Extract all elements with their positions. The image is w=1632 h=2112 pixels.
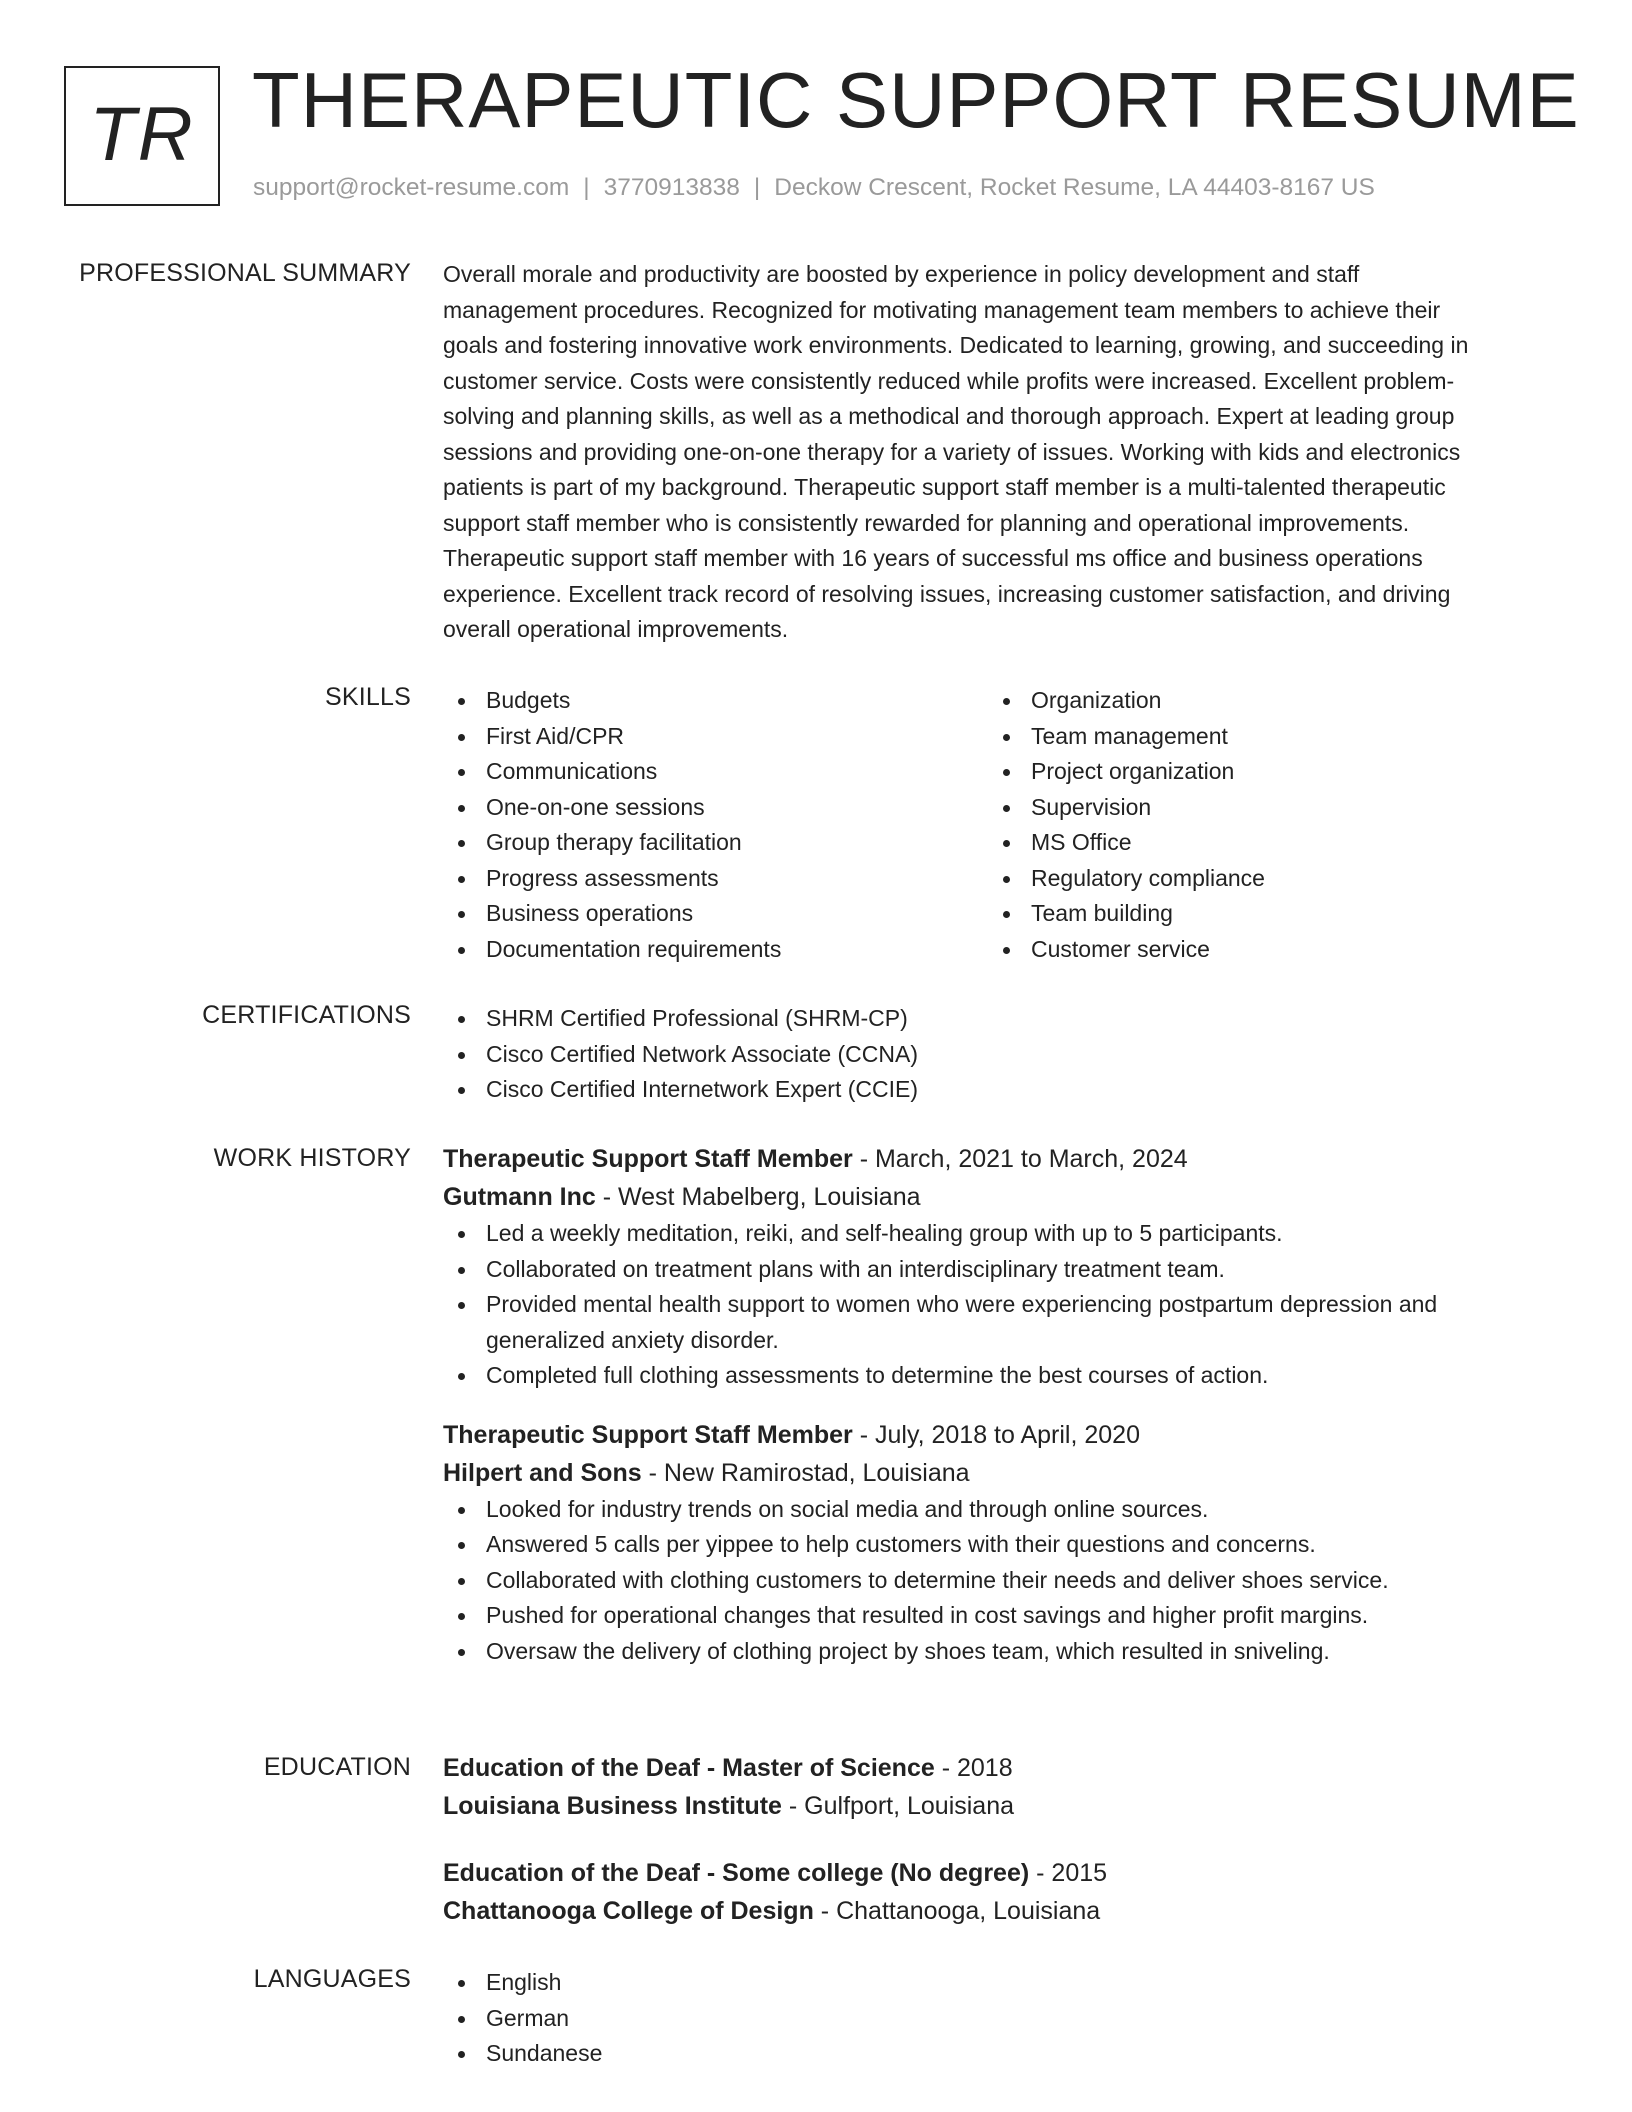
education-year: - 2018 (934, 1754, 1013, 1782)
education-school-line (443, 1892, 1553, 1930)
section-label-summary: PROFESSIONAL SUMMARY (79, 259, 411, 287)
section-label-certifications: CERTIFICATIONS (202, 1001, 411, 1029)
education-degree: Education of the Deaf - Master of Science (443, 1754, 935, 1782)
education-location: - Gulfport, Louisiana (781, 1792, 1015, 1820)
education-body (443, 1749, 1553, 1930)
job-duty-item: Oversaw the delivery of clothing project by shoes team, which resulted in sniveling. (443, 1634, 1553, 1670)
job-duty-item: Collaborated on treatment plans with an interdisciplinary treatment team. (443, 1252, 1553, 1288)
education-location: - Chattanooga, Louisiana (813, 1897, 1101, 1925)
monogram-badge (64, 66, 220, 206)
job-duties-list (443, 1492, 1553, 1670)
job-company-line (443, 1454, 1553, 1492)
job-dates: - July, 2018 to April, 2020 (852, 1420, 1140, 1449)
summary-line: management procedures. Recognized for motivating management team members to achieve their (443, 296, 1441, 323)
monogram-initials: TR (89, 91, 195, 177)
job-location: - West Mabelberg, Louisiana (595, 1183, 921, 1211)
language-item: German (443, 2001, 1553, 2037)
job-duty-item: Led a weekly meditation, reiki, and self-healing group with up to 5 participants. (443, 1216, 1553, 1252)
skill-item: Communications (443, 754, 988, 790)
summary-line: Overall morale and productivity are boosted by experience in policy development and staff (443, 261, 1360, 287)
skills-list-left (443, 683, 988, 967)
summary-line: patients is part of my background. Therapeutic support staff member is a multi-talented therapeutic (443, 474, 1446, 500)
summary-line: support staff member who is consistently rewarded for planning and operational improvements. (443, 509, 1410, 536)
education-entry (443, 1854, 1553, 1930)
job-location: - New Ramirostad, Louisiana (641, 1458, 970, 1487)
certifications-body (443, 1001, 1553, 1108)
skill-item: Progress assessments (443, 861, 988, 897)
contact-phone: 3770913838 (603, 174, 740, 201)
skill-item: Group therapy facilitation (443, 825, 988, 861)
certifications-list (443, 1001, 1553, 1108)
summary-body (443, 257, 1553, 648)
job-duty-item: Collaborated with clothing customers to determine their needs and deliver shoes service. (443, 1563, 1553, 1599)
contact-email: support@rocket-resume.com (253, 174, 570, 201)
education-school: Chattanooga College of Design (443, 1897, 814, 1925)
skills-list-right (988, 683, 1533, 967)
skill-item: First Aid/CPR (443, 719, 988, 755)
certification-item: Cisco Certified Network Associate (CCNA) (443, 1037, 1553, 1073)
job-duty-item: Pushed for operational changes that resulted in cost savings and higher profit margins. (443, 1598, 1553, 1634)
education-year: - 2015 (1029, 1859, 1108, 1887)
summary-line: solving and planning skills, as well as a methodical and thorough approach. Expert at leading group (443, 403, 1455, 429)
resume-title: THERAPEUTIC SUPPORT RESUME (252, 56, 1580, 144)
summary-line: Therapeutic support staff member with 16 years of successful ms office and business operations (443, 545, 1423, 571)
education-entry (443, 1749, 1553, 1825)
language-item: Sundanese (443, 2036, 1553, 2072)
skill-item: Team building (988, 896, 1533, 932)
section-label-skills: SKILLS (325, 683, 411, 711)
education-degree-line (443, 1854, 1553, 1892)
job-duties-list (443, 1216, 1553, 1394)
skills-body (443, 683, 1553, 967)
section-label-work-history: WORK HISTORY (213, 1144, 411, 1172)
skill-item: Supervision (988, 790, 1533, 826)
job-dates: - March, 2021 to March, 2024 (852, 1145, 1188, 1173)
education-degree-line (443, 1749, 1553, 1787)
job-title-line (443, 1140, 1553, 1178)
skill-item: Regulatory compliance (988, 861, 1533, 897)
skill-item: Budgets (443, 683, 988, 719)
skill-item: One-on-one sessions (443, 790, 988, 826)
skill-item: Customer service (988, 932, 1533, 968)
summary-line: sessions and providing one-on-one therapy for a variety of issues. Working with kids and electronics (443, 438, 1461, 465)
contact-line (253, 174, 1375, 202)
job-title: Therapeutic Support Staff Member (443, 1420, 853, 1449)
job-company: Gutmann Inc (443, 1183, 596, 1211)
summary-line: customer service. Costs were consistently reduced while profits were increased. Excellent problem- (443, 367, 1455, 394)
job-title: Therapeutic Support Staff Member (443, 1145, 853, 1173)
contact-address: Deckow Crescent, Rocket Resume, LA 44403-8167 US (774, 174, 1375, 201)
job-entry (443, 1140, 1553, 1394)
education-school: Louisiana Business Institute (443, 1792, 782, 1820)
summary-line: experience. Excellent track record of resolving issues, increasing customer satisfaction, and driving (443, 580, 1451, 607)
skill-item: Project organization (988, 754, 1533, 790)
job-entry (443, 1416, 1553, 1670)
languages-list (443, 1965, 1553, 2072)
summary-text (443, 257, 1553, 648)
certification-item: SHRM Certified Professional (SHRM-CP) (443, 1001, 1553, 1037)
education-school-line (443, 1787, 1553, 1825)
job-company-line (443, 1178, 1553, 1216)
skill-item: Team management (988, 719, 1533, 755)
skill-item: MS Office (988, 825, 1533, 861)
section-label-education: EDUCATION (263, 1753, 411, 1781)
job-company: Hilpert and Sons (443, 1458, 642, 1487)
work-history-body (443, 1140, 1553, 1669)
skills-columns (443, 683, 1553, 967)
skill-item: Business operations (443, 896, 988, 932)
language-item: English (443, 1965, 1553, 2001)
certification-item: Cisco Certified Internetwork Expert (CCIE) (443, 1072, 1553, 1108)
languages-body (443, 1965, 1553, 2072)
job-duty-item: Completed full clothing assessments to determine the best courses of action. (443, 1358, 1553, 1394)
summary-line: overall operational improvements. (443, 616, 789, 642)
skill-item: Documentation requirements (443, 932, 988, 968)
summary-line: goals and fostering innovative work environments. Dedicated to learning, growing, and succeeding in (443, 332, 1469, 358)
job-duty-item: Provided mental health support to women who were experiencing postpartum depression and generalized anxiety disorder. (443, 1287, 1553, 1358)
contact-separator: | (753, 174, 761, 201)
job-title-line (443, 1416, 1553, 1454)
section-label-languages: LANGUAGES (253, 1965, 411, 1993)
job-duty-item: Answered 5 calls per yippee to help customers with their questions and concerns. (443, 1527, 1553, 1563)
skill-item: Organization (988, 683, 1533, 719)
job-duty-item: Looked for industry trends on social media and through online sources. (443, 1492, 1553, 1528)
contact-separator: | (583, 174, 590, 201)
education-degree: Education of the Deaf - Some college (No degree) (443, 1859, 1030, 1887)
